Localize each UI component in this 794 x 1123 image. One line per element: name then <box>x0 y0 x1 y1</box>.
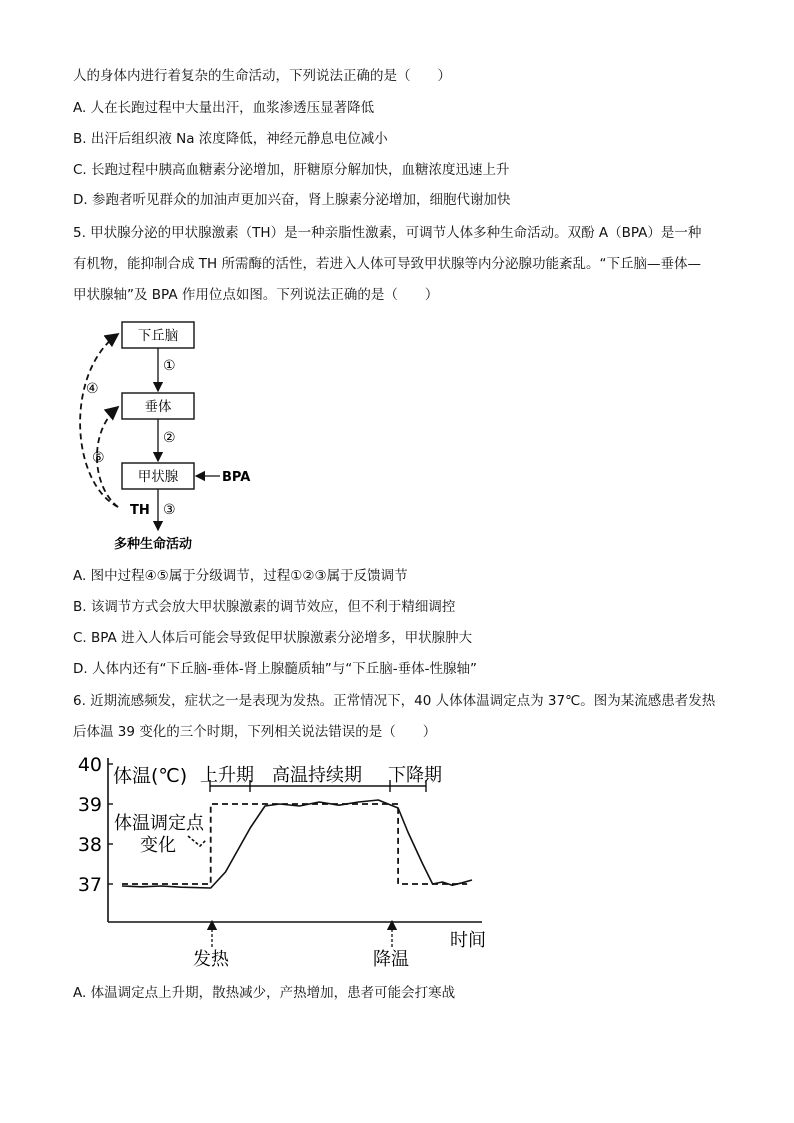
q6-option-a: A. 体温调定点上升期，散热减少，产热增加，患者可能会打寒战 <box>73 985 456 1001</box>
phase-rise-label: 上升期 <box>200 765 254 786</box>
hypothalamus-label: 下丘脑 <box>137 328 179 344</box>
q6-stem-line: 6. 近期流感频发，症状之一是表现为发热。正常情况下，40 人体体温调定点为 37℃。图为某流感患者发热 <box>73 693 716 709</box>
q5-stem-line: 5. 甲状腺分泌的甲状腺激素（TH）是一种亲脂性激素，可调节人体多种生命活动。双酚 A（BPA）是一种 <box>73 225 702 241</box>
output-label: 多种生命活动 <box>114 537 193 552</box>
q5-stem-line: 甲状腺轴”及 BPA 作用位点如图。下列说法正确的是（ ） <box>73 287 439 303</box>
q4-stem: 人的身体内进行着复杂的生命活动，下列说法正确的是（ ） <box>73 68 451 84</box>
q5-stem-line: 有机物，能抑制合成 TH 所需酶的活性，若进入人体可导致甲状腺等内分泌腺功能紊乱。“下丘脑—垂体— <box>73 256 701 272</box>
setpoint-annotation: 变化 <box>140 835 176 856</box>
cooldown-label: 降温 <box>373 949 409 970</box>
thyroid-label: 甲状腺 <box>137 469 179 485</box>
q5-option-b: B. 该调节方式会放大甲状腺激素的调节效应，但不利于精细调控 <box>73 599 456 615</box>
fever-label: 发热 <box>193 949 229 970</box>
step-5-label: ⑤ <box>92 450 105 466</box>
feedback-arrow-4 <box>80 334 118 507</box>
x-axis-label: 时间 <box>450 930 486 951</box>
phase-plateau-label: 高温持续期 <box>272 765 362 786</box>
step-3-label: ③ <box>163 502 176 518</box>
step-4-label: ④ <box>86 381 99 397</box>
annotation-pointer <box>188 836 206 846</box>
y-tick-label: 37 <box>77 874 102 896</box>
hpt-axis-diagram <box>60 312 280 557</box>
q4-option-a: A. 人在长跑过程中大量出汗，血浆渗透压显著降低 <box>73 100 375 116</box>
body-temperature-chart <box>60 752 500 972</box>
q4-option-d: D. 参跑者听见群众的加油声更加兴奋，肾上腺素分泌增加，细胞代谢加快 <box>73 192 511 208</box>
y-axis-label: 体温(℃) <box>113 765 188 787</box>
q5-option-a: A. 图中过程④⑤属于分级调节，过程①②③属于反馈调节 <box>73 568 408 584</box>
phase-fall-label: 下降期 <box>388 765 442 786</box>
setpoint-annotation: 体温调定点 <box>114 813 204 834</box>
step-1-label: ① <box>163 358 176 374</box>
step-2-label: ② <box>163 430 176 446</box>
y-tick-label: 38 <box>77 834 102 856</box>
y-tick-label: 40 <box>77 754 102 776</box>
q4-option-b: B. 出汗后组织液 Na 浓度降低，神经元静息电位减小 <box>73 131 388 147</box>
q5-option-c: C. BPA 进入人体后可能会导致促甲状腺激素分泌增多，甲状腺肿大 <box>73 630 473 646</box>
y-tick-label: 39 <box>77 794 102 816</box>
q5-option-d: D. 人体内还有“下丘脑-垂体-肾上腺髓质轴”与“下丘脑-垂体-性腺轴” <box>73 661 477 677</box>
th-label: TH <box>130 503 150 518</box>
q4-option-c: C. 长跑过程中胰高血糖素分泌增加，肝糖原分解加快，血糖浓度迅速上升 <box>73 162 510 178</box>
q6-stem-line: 后体温 39 变化的三个时期，下列相关说法错误的是（ ） <box>73 724 437 740</box>
pituitary-label: 垂体 <box>144 399 172 415</box>
bpa-label: BPA <box>222 470 251 485</box>
